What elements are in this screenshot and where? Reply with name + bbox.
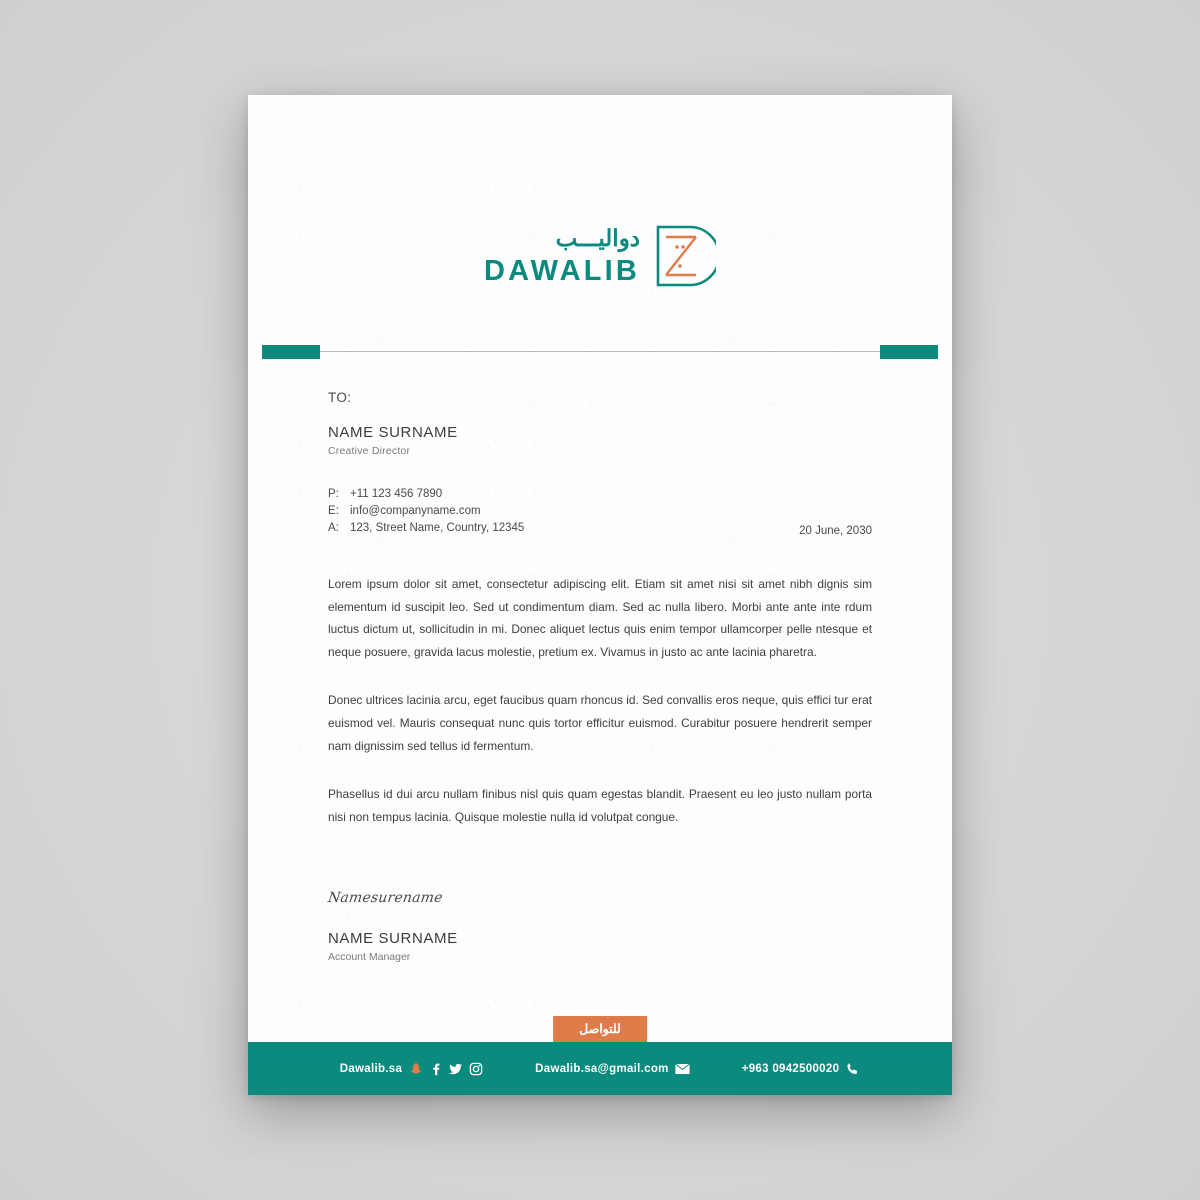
footer-social-group bbox=[340, 1061, 483, 1076]
logo-latin-name: DAWALIB bbox=[483, 254, 641, 287]
divider-block-left bbox=[262, 345, 320, 359]
signer-role: Account Manager bbox=[328, 951, 411, 964]
letter-body bbox=[328, 573, 872, 828]
social-icon-list bbox=[408, 1061, 483, 1076]
recipient-name: NAME SURNAME bbox=[328, 424, 458, 441]
recipient-role: Creative Director bbox=[328, 445, 411, 457]
letter-paragraph-2: Donec ultrices lacinia arcu, eget faucibus quam rhoncus id. Sed convallis eros neque, quis effici tur erat euismod vel. Mauris consequat nunc quis tortor efficitur euismod. Curabitur posuere hendrerit semper nam dignissim sed tellus id fermentum. bbox=[328, 693, 872, 753]
instagram-icon[interactable] bbox=[468, 1061, 483, 1076]
footer-bar bbox=[248, 1042, 952, 1095]
header-divider bbox=[248, 345, 952, 359]
contact-key-phone: P: bbox=[328, 488, 339, 500]
brand-header bbox=[248, 223, 952, 289]
contact-key-address: A: bbox=[328, 522, 339, 534]
facebook-icon[interactable] bbox=[428, 1061, 443, 1076]
footer-phone-group bbox=[742, 1061, 861, 1076]
contact-key-email: E: bbox=[328, 505, 339, 517]
contact-block bbox=[328, 486, 872, 537]
contact-value-email: info@companyname.com bbox=[350, 505, 481, 517]
monogram-d-icon bbox=[650, 223, 716, 289]
phone-icon[interactable] bbox=[845, 1061, 860, 1076]
footer-email-group bbox=[535, 1061, 690, 1076]
contact-row-address bbox=[328, 520, 872, 537]
to-label: TO: bbox=[328, 390, 352, 405]
footer-handle: Dawalib.sa bbox=[339, 1062, 403, 1075]
snapchat-icon[interactable] bbox=[408, 1061, 423, 1076]
envelope-icon[interactable] bbox=[675, 1061, 690, 1076]
letterhead-document bbox=[248, 95, 952, 1095]
signer-name: NAME SURNAME bbox=[328, 930, 458, 948]
twitter-icon[interactable] bbox=[448, 1061, 463, 1076]
logo-arabic-name: دواليـــب bbox=[555, 224, 641, 251]
letter-paragraph-3: Phasellus id dui arcu nullam finibus nisl quis quam egestas blandit. Praesent eu leo justo nullam porta nisi non tempus lacinia. Quisque molestie nulla id volutpat congue. bbox=[328, 787, 872, 824]
handwritten-signature: Namesurename bbox=[326, 890, 444, 907]
footer-email: Dawalib.sa@gmail.com bbox=[535, 1062, 669, 1075]
contact-row-phone bbox=[328, 486, 872, 503]
contact-value-address: 123, Street Name, Country, 12345 bbox=[350, 522, 525, 534]
letter-date: 20 June, 2030 bbox=[799, 525, 872, 537]
divider-block-right bbox=[880, 345, 938, 359]
contact-row-email bbox=[328, 503, 872, 520]
letter-paragraph-1: Lorem ipsum dolor sit amet, consectetur adipiscing elit. Etiam sit amet nisi sit amet nibh dignis sim elementum id suscipit leo. Sed ut condimentum diam. Sed ac nulla libero. Morbi ante ante inte rdum luctus dictum ut, sollicitudin in mi. Donec aliquet lectus quis enim tempor ullamcorper pelle ntesque et neque posuere, gravida lacus molestie, pretium ex. Vivamus in justo ac ante lacinia pharetra. bbox=[328, 577, 872, 659]
logo-text-block bbox=[483, 224, 641, 287]
divider-line bbox=[320, 351, 880, 352]
footer-tab-label: للتواصل bbox=[553, 1016, 647, 1042]
signature-area bbox=[328, 890, 872, 963]
letter-content bbox=[328, 390, 872, 963]
contact-value-phone: +11 123 456 7890 bbox=[350, 488, 443, 500]
footer-phone: +963 0942500020 bbox=[741, 1062, 840, 1075]
logo-lockup bbox=[484, 223, 716, 289]
